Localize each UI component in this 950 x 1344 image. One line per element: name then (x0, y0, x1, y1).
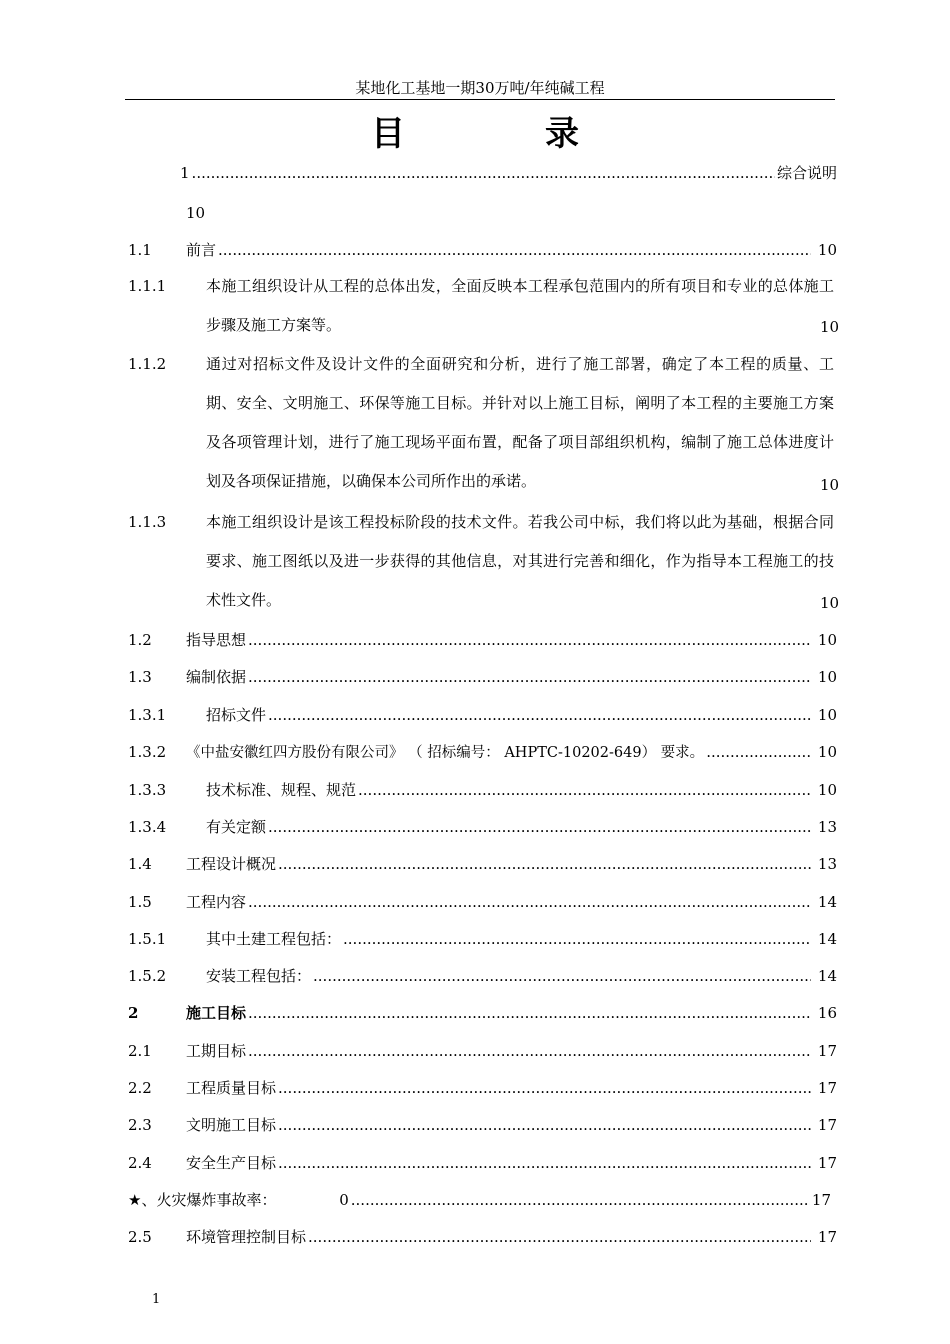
toc-entry-number: 1.1.3 (128, 513, 167, 531)
toc-paragraph-entry[interactable] (128, 267, 834, 345)
toc-entry-number: 2.3 (128, 1116, 152, 1134)
toc-entry-number: 1.3.1 (128, 706, 167, 724)
toc-entry-number: 1.4 (128, 855, 152, 873)
toc-leader-dots (248, 892, 811, 912)
toc-leader-dots (278, 1078, 811, 1098)
toc-entry-label: 工程内容 (186, 893, 247, 911)
toc-paragraph-text: 通过对招标文件及设计文件的全面研究和分析，进行了施工部署，确定了本工程的质量、工期、安全、文明施工、环保等施工目标。并针对以上施工目标，阐明了本工程的主要施工方案及各项管理计划，进行了施工现场平面布置，配备了项目部组织机构，编制了施工总体进度计划及各项保证措施，以确保本公司所作出的承诺。 (206, 355, 834, 490)
toc-leader-dots (313, 966, 811, 986)
toc-leader-dots (192, 163, 775, 183)
toc-paragraph-entry[interactable] (128, 503, 834, 620)
toc-entry-number: 1.1.1 (128, 277, 167, 295)
toc-entry-number: 1.3.3 (128, 781, 167, 799)
toc-entry-label: 前言 (186, 241, 217, 259)
toc-entry-number: 1.1 (128, 241, 152, 259)
toc-entry-page: 13 (817, 818, 837, 836)
toc-entry-page: 10 (820, 594, 840, 612)
toc-paragraph-text: 本施工组织设计从工程的总体出发，全面反映本工程承包范围内的所有项目和专业的总体施工步骤及施工方案等。 (206, 277, 834, 334)
toc-entry-page: 17 (811, 1191, 831, 1209)
toc-entry[interactable] (128, 966, 837, 986)
toc-entry-number: 1.3.2 (128, 743, 167, 761)
toc-paragraph-entry[interactable] (128, 345, 834, 501)
toc-leader-dots (248, 630, 811, 650)
toc-entry[interactable] (128, 667, 837, 687)
toc-entry-label: 工程质量目标 (186, 1079, 277, 1097)
toc-entry-label: 工期目标 (186, 1042, 247, 1060)
toc-entry-page: 10 (820, 318, 840, 336)
toc-entry-chapter[interactable] (128, 1003, 837, 1023)
toc-entry-page: 17 (817, 1228, 837, 1246)
toc-leader-dots (268, 705, 811, 725)
toc-entry-page: 10 (817, 668, 837, 686)
toc-entry-label: 《中盐安徽红四方股份有限公司》 （ 招标编号： AHPTC-10202-649） 要求。 (186, 745, 705, 761)
page-header: 某地化工基地一期30万吨/年纯碱工程 (355, 79, 605, 97)
toc-entry-page: 16 (817, 1004, 837, 1022)
toc-entry-page: 17 (817, 1116, 837, 1134)
toc-entry-star[interactable] (128, 1190, 831, 1210)
toc-entry[interactable] (128, 1227, 837, 1247)
toc-entry-page: 10 (817, 706, 837, 724)
toc-entry-page: 10 (817, 631, 837, 649)
toc-entry[interactable] (128, 817, 837, 837)
toc-entry-number: 1.3 (128, 668, 152, 686)
toc-leader-dots (248, 1003, 811, 1023)
toc-entry-label: 安全生产目标 (186, 1154, 277, 1172)
toc-entry-page: 10 (817, 743, 837, 761)
toc-entry[interactable] (128, 929, 837, 949)
toc-leader-dots (278, 1153, 811, 1173)
toc-entry-page: 17 (817, 1154, 837, 1172)
toc-title-right: 录 (545, 114, 689, 154)
toc-leader-dots (248, 667, 811, 687)
toc-entry-label: 技术标准、规程、规范 (206, 781, 357, 799)
toc-entry-number: 1.5.2 (128, 967, 167, 985)
toc-entry-1[interactable] (180, 163, 837, 183)
toc-entry-page: 10 (817, 781, 837, 799)
toc-entry-number: 1.5 (128, 893, 152, 911)
toc-entry-number: 1 (180, 164, 190, 182)
toc-entry[interactable] (128, 1041, 837, 1061)
toc-entry-page: 10 (186, 204, 206, 222)
toc-entry-page: 14 (817, 930, 837, 948)
toc-leader-dots (343, 929, 811, 949)
toc-entry-number: 2.2 (128, 1079, 152, 1097)
toc-leader-dots (278, 1115, 811, 1135)
toc-entry-page: 13 (817, 855, 837, 873)
toc-entry[interactable] (128, 892, 837, 912)
toc-entry-number: 1.2 (128, 631, 152, 649)
toc-entry[interactable] (128, 705, 837, 725)
toc-entry-page: 14 (817, 893, 837, 911)
toc-leader-dots (218, 240, 811, 260)
toc-leader-dots (358, 780, 811, 800)
toc-entry[interactable] (128, 630, 837, 650)
toc-title (0, 112, 950, 156)
toc-entry-number: 2 (128, 1004, 139, 1022)
toc-entry-label: 安装工程包括： (206, 967, 312, 985)
toc-entry[interactable] (128, 240, 837, 260)
toc-entry-label: 环境管理控制目标 (186, 1228, 307, 1246)
toc-entry[interactable] (128, 1153, 837, 1173)
star-icon: ★、 (128, 1191, 157, 1209)
toc-entry-label: 文明施工目标 (186, 1116, 277, 1134)
toc-entry-number: 1.5.1 (128, 930, 167, 948)
toc-leader-dots (268, 817, 811, 837)
toc-entry-label: 编制依据 (186, 668, 247, 686)
toc-entry-number: 2.5 (128, 1228, 152, 1246)
toc-entry-label: 火灾爆炸事故率： 0 (156, 1191, 349, 1209)
toc-entry-label: 其中土建工程包括： (206, 930, 342, 948)
toc-entry[interactable] (128, 1115, 837, 1135)
toc-leader-dots (278, 854, 811, 874)
toc-title-left: 目 (371, 114, 515, 154)
toc-entry-number: 2.1 (128, 1042, 152, 1060)
toc-entry[interactable] (128, 742, 837, 763)
toc-leader-dots (248, 1041, 811, 1061)
toc-entry-label: 工程设计概况 (186, 855, 277, 873)
toc-entry-page: 10 (820, 476, 840, 494)
header-rule (125, 99, 835, 100)
toc-entry-page: 10 (817, 241, 837, 259)
toc-entry-label: 指导思想 (186, 631, 247, 649)
toc-entry-page: 17 (817, 1042, 837, 1060)
toc-entry-page: 14 (817, 967, 837, 985)
toc-entry-page: 17 (817, 1079, 837, 1097)
toc-entry-number: 2.4 (128, 1154, 152, 1172)
toc-entry-number: 1.1.2 (128, 355, 167, 373)
page-number: 1 (152, 1292, 161, 1307)
toc-entry[interactable] (128, 1078, 837, 1098)
toc-entry[interactable] (128, 780, 837, 800)
toc-entry-label: 有关定额 (206, 818, 267, 836)
toc-leader-dots (308, 1227, 811, 1247)
toc-leader-dots (351, 1190, 810, 1210)
toc-paragraph-text: 本施工组织设计是该工程投标阶段的技术文件。若我公司中标，我们将以此为基础，根据合同要求、施工图纸以及进一步获得的其他信息，对其进行完善和细化，作为指导本工程施工的技术性文件。 (206, 513, 834, 609)
toc-entry-number: 1.3.4 (128, 818, 167, 836)
toc-leader-dots (706, 742, 811, 762)
toc-entry-label: 综合说明 (776, 164, 837, 182)
toc-entry-label: 施工目标 (186, 1004, 247, 1022)
toc-entry[interactable] (128, 854, 837, 874)
toc-entry-label: 招标文件 (206, 706, 267, 724)
